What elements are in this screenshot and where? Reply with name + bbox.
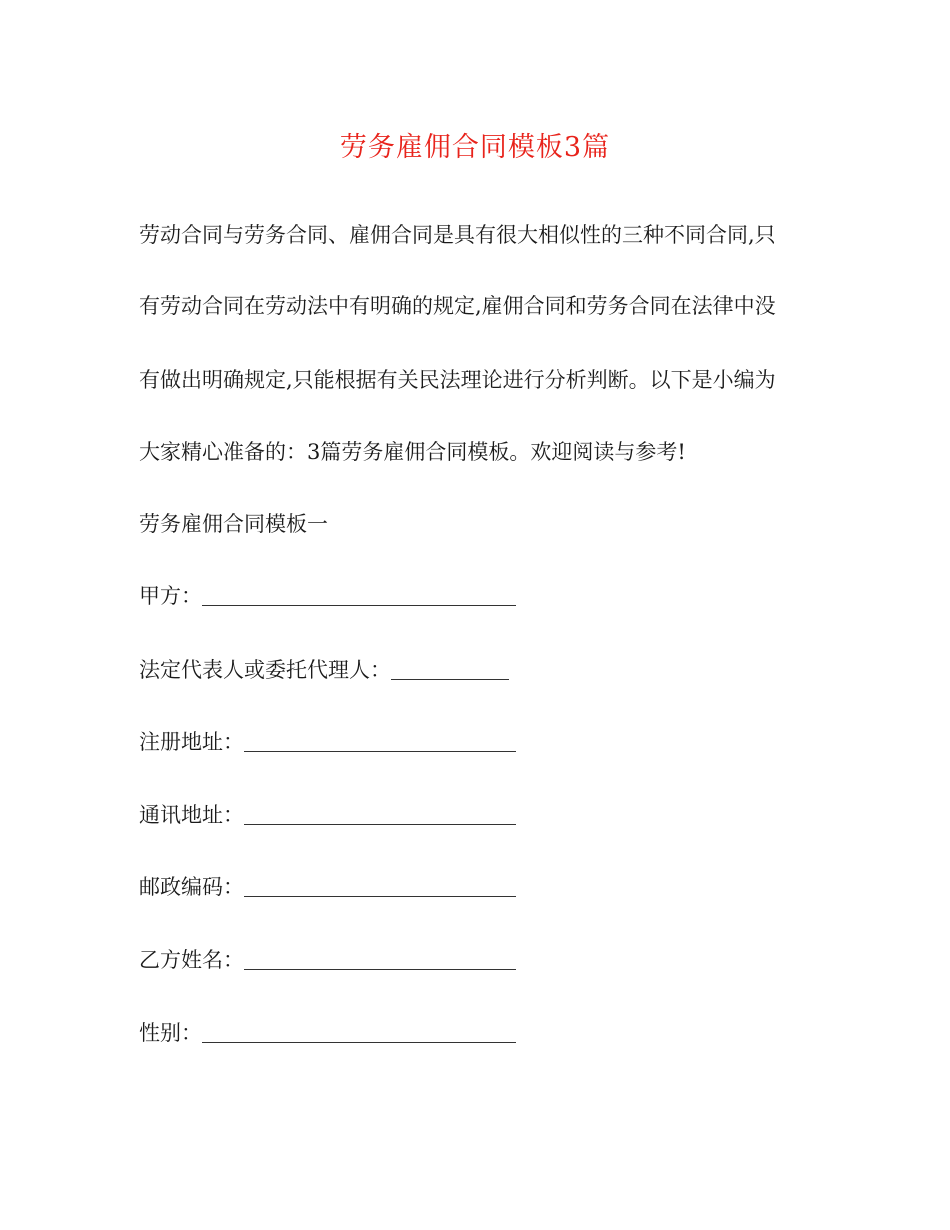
mailing-address-blank[interactable] [244,824,516,825]
party-b-name-blank[interactable] [244,969,516,970]
party-a-blank[interactable] [202,605,516,606]
registered-address-field [139,724,516,760]
registered-address-blank[interactable] [244,751,516,752]
representative-field [139,652,509,688]
postal-code-field [139,869,516,905]
party-a-label: 甲方： [139,584,202,608]
party-a-field [139,578,516,614]
representative-label: 法定代表人或委托代理人： [139,658,391,682]
postal-code-blank[interactable] [244,896,516,897]
intro-line-3: 有做出明确规定,只能根据有关民法理论进行分析判断。以下是小编为 [139,368,776,392]
document-title: 劳务雇佣合同模板3篇 [339,132,611,163]
postal-code-label: 邮政编码： [139,875,244,899]
mailing-address-field [139,797,516,833]
intro-line-2: 有劳动合同在劳动法中有明确的规定,雇佣合同和劳务合同在法律中没 [139,294,776,318]
intro-line-1: 劳动合同与劳务合同、雇佣合同是具有很大相似性的三种不同合同,只 [139,223,776,247]
representative-blank[interactable] [391,679,509,680]
party-b-name-label: 乙方姓名： [139,948,244,972]
mailing-address-label: 通讯地址： [139,803,244,827]
gender-field [139,1015,516,1051]
gender-label: 性别： [139,1021,202,1045]
registered-address-label: 注册地址： [139,730,244,754]
section-heading: 劳务雇佣合同模板一 [139,512,328,536]
intro-line-4: 大家精心准备的：3篇劳务雇佣合同模板。欢迎阅读与参考! [139,440,686,464]
party-b-name-field [139,942,516,978]
gender-blank[interactable] [202,1042,516,1043]
